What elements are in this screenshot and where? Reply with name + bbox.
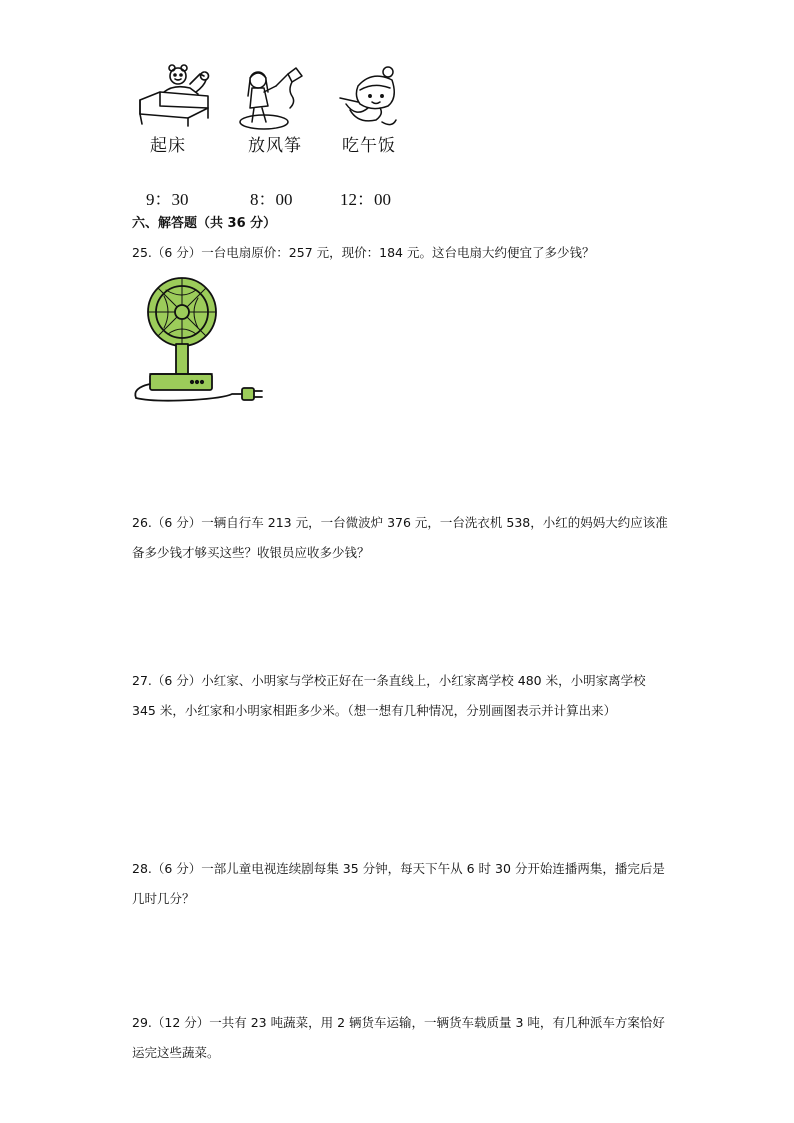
section-title: 六、解答题（共 36 分） bbox=[132, 216, 277, 231]
activity-time-kite: 8：00 bbox=[250, 190, 293, 209]
question-27: 27.（6 分）小红家、小明家与学校正好在一条直线上，小红家离学校 480 米，小明家离学校 345 米，小红家和小明家相距多少米。（想一想有几种情况，分别画图表示并计算出来） bbox=[132, 673, 646, 718]
activity-label-lunch: 吃午饭 bbox=[342, 136, 396, 156]
activity-label-wake-up: 起床 bbox=[150, 136, 186, 156]
electric-fan-icon bbox=[132, 276, 274, 406]
activity-label-kite: 放风筝 bbox=[248, 136, 302, 156]
kite-icon bbox=[236, 66, 308, 132]
question-28: 28.（6 分）一部儿童电视连续剧每集 35 分钟，每天下午从 6 时 30 分开始连播两集，播完后是几时几分？ bbox=[132, 861, 665, 906]
question-29: 29.（12 分）一共有 23 吨蔬菜，用 2 辆货车运输，一辆货车载质量 3 吨，有几种派车方案恰好运完这些蔬菜。 bbox=[132, 1015, 665, 1060]
activity-time-lunch: 12：00 bbox=[340, 190, 391, 209]
lunch-icon bbox=[336, 64, 406, 132]
wake-up-icon bbox=[134, 62, 214, 128]
question-26: 26.（6 分）一辆自行车 213 元，一台微波炉 376 元，一台洗衣机 538，小红的妈妈大约应该准备多少钱才够买这些？收银员应收多少钱？ bbox=[132, 515, 668, 560]
question-25: 25.（6 分）一台电扇原价：257 元，现价：184 元。这台电扇大约便宜了多少钱？ bbox=[132, 245, 595, 260]
activity-time-wake-up: 9：30 bbox=[146, 190, 189, 209]
